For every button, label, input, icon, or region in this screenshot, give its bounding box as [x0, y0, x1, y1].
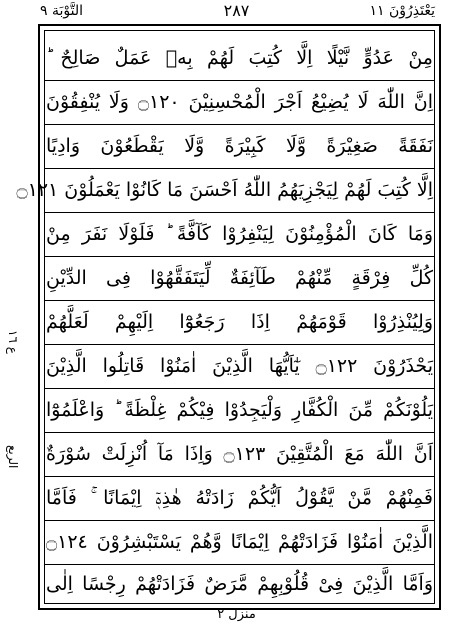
line-rule — [44, 300, 435, 301]
verse-line: الَّذِيْنَ اٰمَنُوْا فَزَادَتْهُمْ اِيْمَانًا وَّهُمْ يَسْتَبْشِرُوْنَ ۝١٢٤ — [46, 531, 433, 553]
line-rule — [44, 212, 435, 213]
verse-line: اِنَّ اللّٰهَ لَا يُضِيْعُ اَجْرَ الْمُحْسِنِيْنَ ۝١٢٠ وَلَا يُنْفِقُوْنَ — [46, 91, 433, 113]
manzil-footer: منزل ٢ — [217, 607, 256, 622]
line-rule — [44, 432, 435, 433]
page-number: ٢٨٧ — [223, 1, 250, 20]
line-rule — [44, 520, 435, 521]
ruku-marker: ع ١٦ — [6, 330, 20, 354]
verse-line: وَاَمَّا الَّذِيْنَ فِىْ قُلُوْبِهِمْ مَّرَضٌ فَزَادَتْهُمْ رِجْسًا اِلٰى — [46, 573, 433, 595]
verse-line: يَحْذَرُوْنَ ۝١٢٢ يٰٓاَيُّهَا الَّذِيْنَ اٰمَنُوْا قَاتِلُوا الَّذِيْنَ — [46, 355, 433, 377]
line-rule — [44, 388, 435, 389]
verse-line: نَفَقَةً صَغِيْرَةً وَّلَا كَبِيْرَةً وَّلَا يَقْطَعُوْنَ وَادِيًا — [46, 135, 433, 157]
rub-marker: الربع — [6, 445, 20, 469]
verse-line: كُلِّ فِرْقَةٍ مِّنْهُمْ طَآئِفَةٌ لِّيَتَفَقَّهُوْا فِى الدِّيْنِ — [46, 267, 433, 289]
line-rule — [44, 344, 435, 345]
verse-line: مِنْ عَدُوٍّ نَّيْلًا اِلَّا كُتِبَ لَهُمْ بِهٖ عَمَلٌ صَالِحٌ ؕ — [46, 47, 433, 69]
header-surah: التَّوْبَة ٩ — [40, 3, 83, 19]
header-juz: يَعْتَذِرُوْنَ ١١ — [369, 3, 435, 19]
line-rule — [44, 476, 435, 477]
verse-line: يَلُوْنَكُمْ مِّنَ الْكُفَّارِ وَلْيَجِدُوْا فِيْكُمْ غِلْظَةً ؕ وَاعْلَمُوْٓا — [46, 399, 433, 421]
verse-line: اَنَّ اللّٰهَ مَعَ الْمُتَّقِيْنَ ۝١٢٣ وَاِذَا مَآ اُنْزِلَتْ سُوْرَةٌ — [46, 443, 433, 465]
line-rule — [44, 124, 435, 125]
verse-line: وَمَا كَانَ الْمُؤْمِنُوْنَ لِيَنْفِرُوْا كَآفَّةً ؕ فَلَوْلَا نَفَرَ مِنْ — [46, 223, 433, 245]
line-rule — [44, 256, 435, 257]
line-rule — [44, 80, 435, 81]
verse-line: اِلَّا كُتِبَ لَهُمْ لِيَجْزِيَهُمُ اللّٰهُ اَحْسَنَ مَا كَانُوْا يَعْمَلُوْنَ ۝١٢١ — [16, 179, 433, 201]
line-rule — [44, 168, 435, 169]
verse-line: فَمِنْهُمْ مَّنْ يَّقُوْلُ اَيُّكُمْ زَادَتْهُ هٰذِهٖٓ اِيْمَانًا ۚ فَاَمَّا — [46, 487, 433, 509]
verse-line: وَلِيُنْذِرُوْا قَوْمَهُمْ اِذَا رَجَعُوْٓا اِلَيْهِمْ لَعَلَّهُمْ — [46, 311, 433, 333]
